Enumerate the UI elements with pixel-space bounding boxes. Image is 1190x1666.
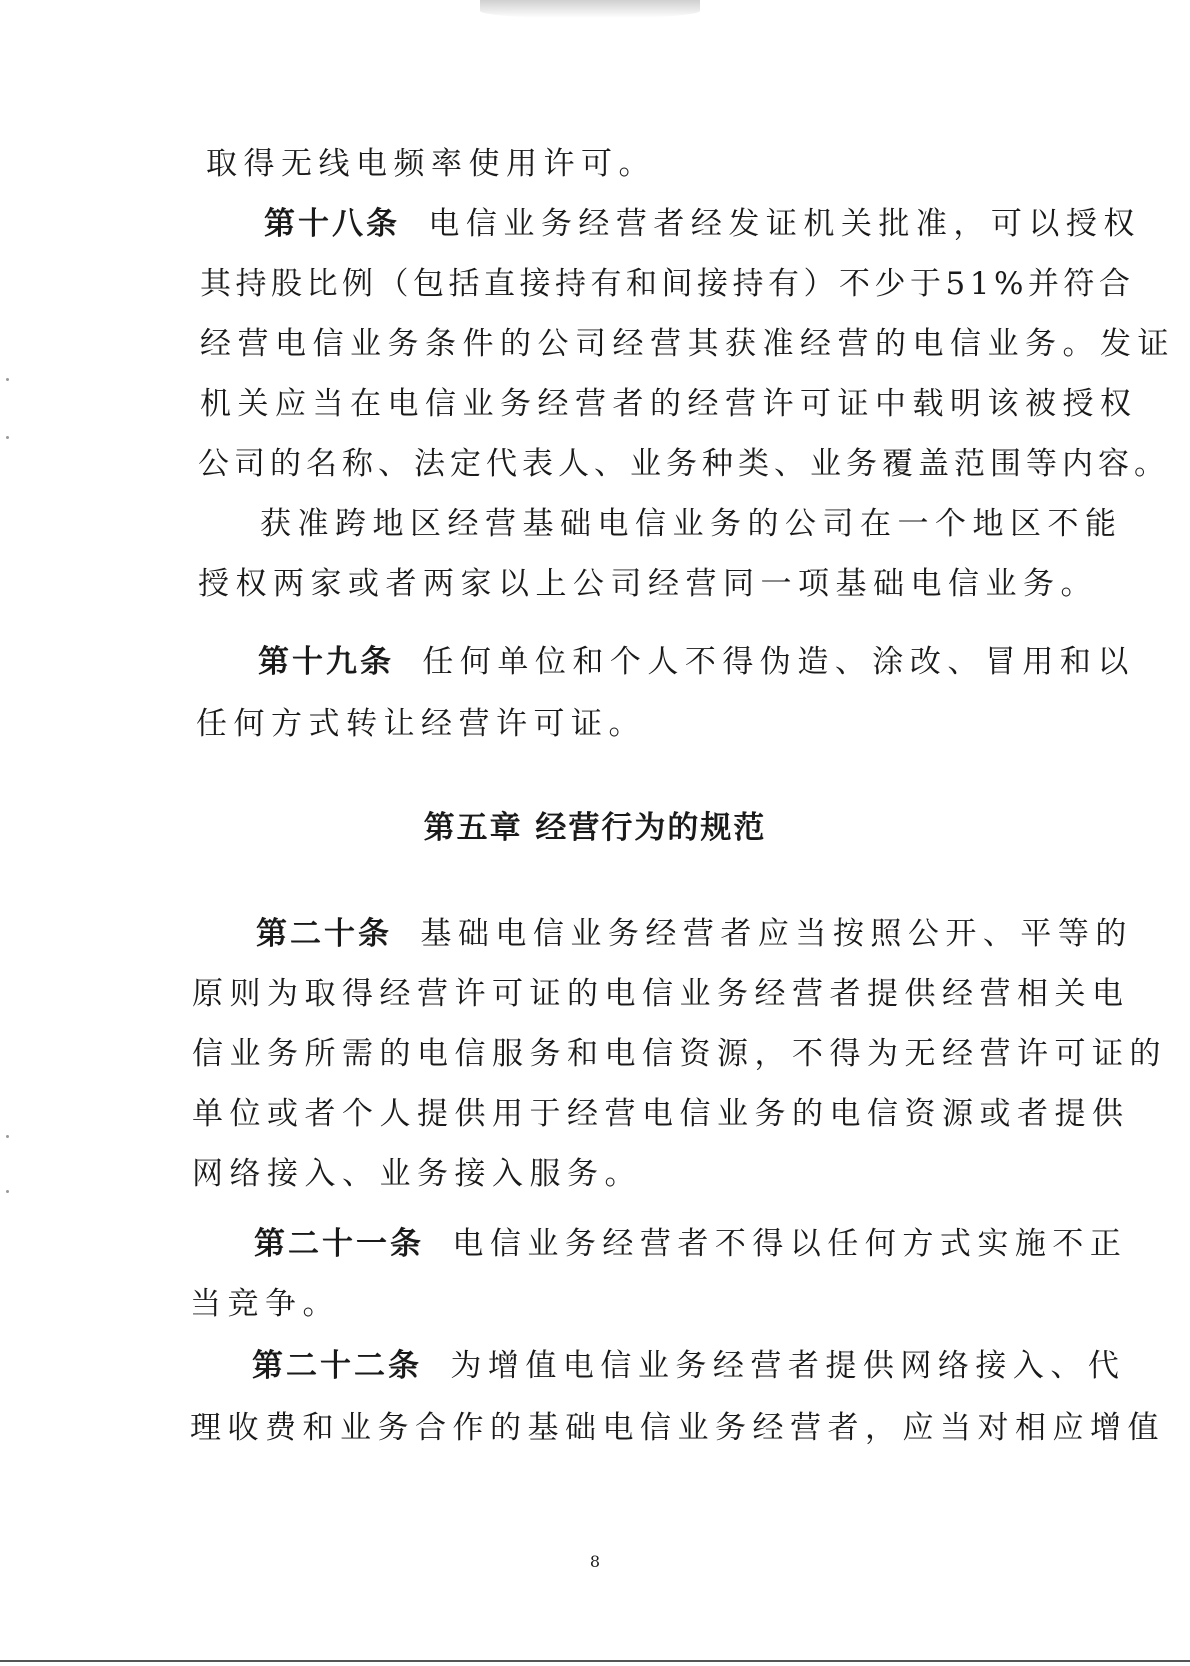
article-22-first-line xyxy=(252,1346,1125,1386)
text-line: 获准跨地区经营基础电信业务的公司在一个地区不能 xyxy=(260,506,1123,542)
text-line: 原则为取得经营许可证的电信业务经营者提供经营相关电 xyxy=(192,976,1130,1012)
article-21-first-line xyxy=(254,1224,1127,1264)
margin-mark xyxy=(6,378,9,381)
text-line: 经营电信业务条件的公司经营其获准经营的电信业务。发证 xyxy=(200,326,1175,362)
article-19-first-line xyxy=(258,642,1135,682)
article-heading: 第二十一条 xyxy=(254,1226,424,1262)
text-line: 授权两家或者两家以上公司经营同一项基础电信业务。 xyxy=(198,566,1098,602)
text-line: 其持股比例（包括直接持有和间接持有）不少于51%并符合 xyxy=(200,266,1135,302)
text-line: 取得无线电频率使用许可。 xyxy=(206,146,656,182)
margin-mark xyxy=(6,1135,9,1138)
scan-edge-bottom xyxy=(0,1660,1190,1662)
page-number: 8 xyxy=(589,1552,601,1571)
text-line: 信业务所需的电信服务和电信资源，不得为无经营许可证的 xyxy=(192,1036,1167,1072)
article-heading: 第二十二条 xyxy=(252,1348,422,1384)
text-line: 基础电信业务经营者应当按照公开、平等的 xyxy=(420,916,1133,952)
text-line: 机关应当在电信业务经营者的经营许可证中载明该被授权 xyxy=(200,386,1138,422)
scan-shadow-top xyxy=(480,0,700,18)
text-line: 网络接入、业务接入服务。 xyxy=(192,1156,642,1192)
article-heading: 第二十条 xyxy=(256,916,392,952)
text-line: 单位或者个人提供用于经营电信业务的电信资源或者提供 xyxy=(192,1096,1130,1132)
article-18-first-line xyxy=(264,204,1141,244)
text-line: 为增值电信业务经营者提供网络接入、代 xyxy=(450,1348,1126,1384)
article-heading: 第十九条 xyxy=(258,644,394,680)
text-line: 电信业务经营者经发证机关批准，可以授权 xyxy=(428,206,1141,242)
text-line: 任何方式转让经营许可证。 xyxy=(196,706,646,742)
text-line: 理收费和业务合作的基础电信业务经营者，应当对相应增值 xyxy=(190,1410,1165,1446)
text-line: 当竞争。 xyxy=(190,1286,340,1322)
chapter-title: 第五章 经营行为的规范 xyxy=(423,810,767,846)
text-line: 公司的名称、法定代表人、业务种类、业务覆盖范围等内容。 xyxy=(198,446,1170,482)
article-heading: 第十八条 xyxy=(264,206,400,242)
text-line: 电信业务经营者不得以任何方式实施不正 xyxy=(452,1226,1128,1262)
margin-mark xyxy=(6,1190,9,1193)
margin-mark xyxy=(6,436,9,439)
text-line: 任何单位和个人不得伪造、涂改、冒用和以 xyxy=(422,644,1135,680)
article-20-first-line xyxy=(256,914,1133,954)
